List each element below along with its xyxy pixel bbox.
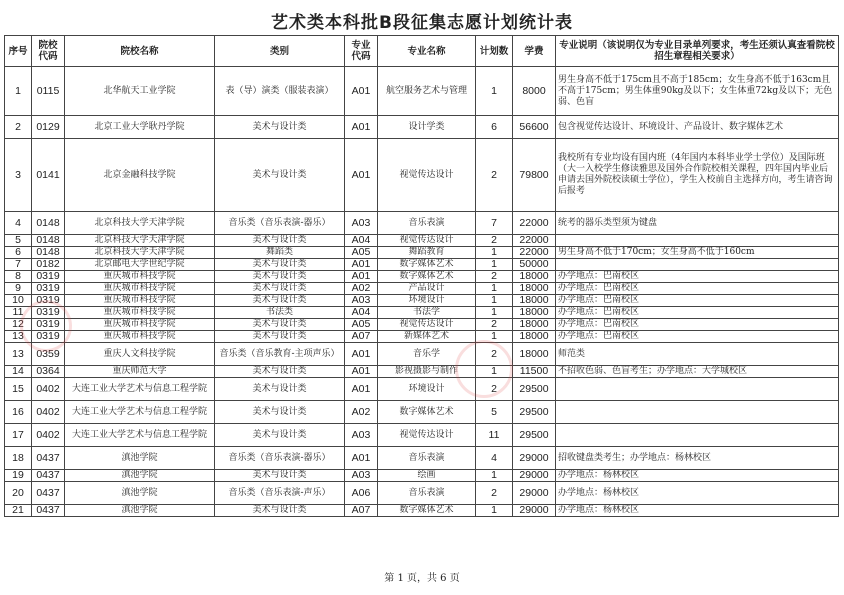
row-major-name: 音乐表演: [378, 447, 476, 470]
row-seq: 2: [5, 116, 32, 139]
row-plan-count: 1: [476, 283, 513, 295]
row-seq: 10: [5, 295, 32, 307]
row-school-code: 0319: [32, 283, 65, 295]
row-tuition: 18000: [513, 283, 556, 295]
row-plan-count: 2: [476, 139, 513, 212]
row-school-name: 重庆城市科技学院: [65, 295, 215, 307]
row-plan-count: 6: [476, 116, 513, 139]
row-school-name: 大连工业大学艺术与信息工程学院: [65, 378, 215, 401]
row-major-name: 绘画: [378, 470, 476, 482]
row-seq: 11: [5, 307, 32, 319]
row-category: 美术与设计类: [215, 139, 345, 212]
row-seq: 7: [5, 259, 32, 271]
row-school-code: 0364: [32, 366, 65, 378]
header-school-name: 院校名称: [65, 36, 215, 67]
row-plan-count: 2: [476, 482, 513, 505]
row-major-note: 办学地点：杨林校区: [556, 482, 839, 505]
row-plan-count: 2: [476, 271, 513, 283]
row-tuition: 29500: [513, 378, 556, 401]
row-seq: 13: [5, 331, 32, 343]
row-plan-count: 1: [476, 505, 513, 517]
table-row: [5, 247, 839, 259]
row-major-code: A03: [345, 424, 378, 447]
table-row: [5, 235, 839, 247]
row-category: 美术与设计类: [215, 424, 345, 447]
row-major-note: 包含视觉传达设计、环境设计、产品设计、数字媒体艺术: [556, 116, 839, 139]
row-seq: 12: [5, 319, 32, 331]
row-school-code: 0319: [32, 295, 65, 307]
row-school-code: 0319: [32, 271, 65, 283]
table-row: [5, 139, 839, 212]
row-category: 音乐类（音乐表演-器乐）: [215, 212, 345, 235]
row-major-note: 办学地点：巴南校区: [556, 283, 839, 295]
row-school-name: 北华航天工业学院: [65, 67, 215, 116]
row-category: 音乐类（音乐表演-器乐）: [215, 447, 345, 470]
row-plan-count: 1: [476, 67, 513, 116]
plan-table: [4, 35, 839, 517]
table-row: [5, 67, 839, 116]
row-category: 美术与设计类: [215, 401, 345, 424]
table-row: [5, 319, 839, 331]
row-category: 美术与设计类: [215, 319, 345, 331]
row-seq: 5: [5, 235, 32, 247]
row-seq: 9: [5, 283, 32, 295]
table-row: [5, 271, 839, 283]
row-major-code: A01: [345, 447, 378, 470]
row-seq: 8: [5, 271, 32, 283]
table-row: [5, 482, 839, 505]
row-major-note: 男生身高不低于175cm且不高于185cm；女生身高不低于163cm且不高于175cm；男生体重90kg及以下；女生体重72kg及以下；无色弱、色盲: [556, 67, 839, 116]
row-major-name: 产品设计: [378, 283, 476, 295]
row-school-name: 重庆城市科技学院: [65, 307, 215, 319]
row-seq: 20: [5, 482, 32, 505]
row-plan-count: 1: [476, 366, 513, 378]
row-school-code: 0437: [32, 447, 65, 470]
row-major-note: 不招收色弱、色盲考生；办学地点：大学城校区: [556, 366, 839, 378]
header-major-name: 专业名称: [378, 36, 476, 67]
row-category: 美术与设计类: [215, 235, 345, 247]
table-row: [5, 116, 839, 139]
row-major-note: 招收键盘类考生；办学地点：杨林校区: [556, 447, 839, 470]
row-major-name: 数字媒体艺术: [378, 271, 476, 283]
row-category: 美术与设计类: [215, 331, 345, 343]
row-major-code: A03: [345, 470, 378, 482]
row-tuition: 11500: [513, 366, 556, 378]
row-school-name: 滇池学院: [65, 447, 215, 470]
row-tuition: 18000: [513, 271, 556, 283]
row-seq: 13: [5, 343, 32, 366]
row-major-code: A04: [345, 307, 378, 319]
row-school-code: 0402: [32, 424, 65, 447]
row-school-name: 北京工业大学耿丹学院: [65, 116, 215, 139]
row-school-code: 0115: [32, 67, 65, 116]
table-row: [5, 366, 839, 378]
row-category: 舞蹈类: [215, 247, 345, 259]
row-major-note: 办学地点：杨林校区: [556, 470, 839, 482]
row-major-note: [556, 259, 839, 271]
row-school-name: 重庆城市科技学院: [65, 271, 215, 283]
row-category: 美术与设计类: [215, 470, 345, 482]
row-major-code: A01: [345, 366, 378, 378]
row-major-name: 音乐学: [378, 343, 476, 366]
row-plan-count: 2: [476, 378, 513, 401]
row-tuition: 18000: [513, 307, 556, 319]
row-major-code: A03: [345, 295, 378, 307]
row-major-code: A02: [345, 283, 378, 295]
row-major-code: A01: [345, 116, 378, 139]
row-major-name: 环境设计: [378, 378, 476, 401]
table-row: [5, 331, 839, 343]
row-major-code: A01: [345, 67, 378, 116]
row-tuition: 18000: [513, 319, 556, 331]
row-seq: 3: [5, 139, 32, 212]
table-row: [5, 307, 839, 319]
row-major-name: 视觉传达设计: [378, 319, 476, 331]
row-school-code: 0437: [32, 470, 65, 482]
row-major-name: 设计学类: [378, 116, 476, 139]
row-plan-count: 5: [476, 401, 513, 424]
page-title: 艺术类本科批B段征集志愿计划统计表: [271, 13, 573, 33]
row-major-note: 统考的器乐类型须为键盘: [556, 212, 839, 235]
row-plan-count: 1: [476, 247, 513, 259]
row-school-name: 大连工业大学艺术与信息工程学院: [65, 401, 215, 424]
row-major-name: 音乐表演: [378, 212, 476, 235]
row-school-code: 0319: [32, 331, 65, 343]
row-plan-count: 1: [476, 470, 513, 482]
row-school-name: 北京科技大学天津学院: [65, 212, 215, 235]
row-tuition: 18000: [513, 331, 556, 343]
row-category: 表（导）演类（服装表演）: [215, 67, 345, 116]
row-tuition: 18000: [513, 295, 556, 307]
row-tuition: 29500: [513, 424, 556, 447]
row-category: 美术与设计类: [215, 116, 345, 139]
row-major-code: A02: [345, 401, 378, 424]
row-major-note: [556, 235, 839, 247]
row-school-code: 0359: [32, 343, 65, 366]
row-tuition: 29000: [513, 482, 556, 505]
table-row: [5, 259, 839, 271]
row-school-name: 重庆城市科技学院: [65, 331, 215, 343]
row-major-code: A05: [345, 247, 378, 259]
table-row: [5, 295, 839, 307]
table-body: [5, 67, 839, 517]
row-plan-count: 2: [476, 235, 513, 247]
row-seq: 14: [5, 366, 32, 378]
table-row: [5, 447, 839, 470]
row-school-code: 0402: [32, 401, 65, 424]
row-seq: 4: [5, 212, 32, 235]
row-major-code: A06: [345, 482, 378, 505]
row-school-name: 北京科技大学天津学院: [65, 247, 215, 259]
row-major-note: 男生身高不低于170cm；女生身高不低于160cm: [556, 247, 839, 259]
row-school-code: 0319: [32, 319, 65, 331]
row-major-code: A05: [345, 319, 378, 331]
row-category: 美术与设计类: [215, 259, 345, 271]
row-major-note: [556, 401, 839, 424]
row-category: 美术与设计类: [215, 295, 345, 307]
row-seq: 1: [5, 67, 32, 116]
row-major-name: 音乐表演: [378, 482, 476, 505]
row-major-name: 数字媒体艺术: [378, 259, 476, 271]
table-row: [5, 470, 839, 482]
row-seq: 16: [5, 401, 32, 424]
row-school-name: 重庆师范大学: [65, 366, 215, 378]
row-tuition: 22000: [513, 247, 556, 259]
row-school-code: 0182: [32, 259, 65, 271]
row-major-name: 航空服务艺术与管理: [378, 67, 476, 116]
row-seq: 15: [5, 378, 32, 401]
row-tuition: 18000: [513, 343, 556, 366]
row-seq: 6: [5, 247, 32, 259]
table-row: [5, 378, 839, 401]
row-major-code: A01: [345, 343, 378, 366]
row-major-note: [556, 378, 839, 401]
row-category: 美术与设计类: [215, 505, 345, 517]
header-seq: 序号: [5, 36, 32, 67]
row-major-code: A01: [345, 378, 378, 401]
row-tuition: 29500: [513, 401, 556, 424]
row-major-name: 新媒体艺术: [378, 331, 476, 343]
row-school-code: 0319: [32, 307, 65, 319]
row-tuition: 8000: [513, 67, 556, 116]
row-category: 美术与设计类: [215, 366, 345, 378]
row-plan-count: 1: [476, 307, 513, 319]
row-tuition: 79800: [513, 139, 556, 212]
row-school-name: 滇池学院: [65, 470, 215, 482]
row-major-name: 视觉传达设计: [378, 139, 476, 212]
row-school-name: 滇池学院: [65, 505, 215, 517]
row-seq: 19: [5, 470, 32, 482]
row-school-name: 重庆城市科技学院: [65, 319, 215, 331]
row-school-code: 0437: [32, 482, 65, 505]
row-major-name: 数字媒体艺术: [378, 505, 476, 517]
row-major-name: 舞蹈教育: [378, 247, 476, 259]
row-plan-count: 1: [476, 331, 513, 343]
row-plan-count: 1: [476, 295, 513, 307]
row-school-name: 北京金融科技学院: [65, 139, 215, 212]
row-tuition: 22000: [513, 212, 556, 235]
row-school-code: 0141: [32, 139, 65, 212]
header-category: 类别: [215, 36, 345, 67]
row-seq: 17: [5, 424, 32, 447]
row-tuition: 29000: [513, 470, 556, 482]
table-row: [5, 401, 839, 424]
row-major-name: 视觉传达设计: [378, 424, 476, 447]
row-major-name: 影视摄影与制作: [378, 366, 476, 378]
row-category: 音乐类（音乐表演-声乐）: [215, 482, 345, 505]
header-major-note: 专业说明（该说明仅为专业目录单列要求，考生还须认真查看院校招生章程相关要求）: [556, 36, 839, 67]
row-major-note: 办学地点：杨林校区: [556, 505, 839, 517]
row-plan-count: 2: [476, 343, 513, 366]
row-major-note: 办学地点：巴南校区: [556, 295, 839, 307]
row-major-name: 视觉传达设计: [378, 235, 476, 247]
row-category: 书法类: [215, 307, 345, 319]
row-school-name: 北京科技大学天津学院: [65, 235, 215, 247]
table-row: [5, 424, 839, 447]
row-school-name: 大连工业大学艺术与信息工程学院: [65, 424, 215, 447]
header-school-code: 院校代码: [32, 36, 65, 67]
row-school-code: 0129: [32, 116, 65, 139]
row-tuition: 29000: [513, 447, 556, 470]
row-major-code: A03: [345, 212, 378, 235]
row-major-note: 办学地点：巴南校区: [556, 271, 839, 283]
row-major-note: 办学地点：巴南校区: [556, 307, 839, 319]
table-row: [5, 283, 839, 295]
row-major-name: 数字媒体艺术: [378, 401, 476, 424]
row-category: 音乐类（音乐教育-主项声乐）: [215, 343, 345, 366]
row-seq: 18: [5, 447, 32, 470]
header-tuition: 学费: [513, 36, 556, 67]
row-plan-count: 11: [476, 424, 513, 447]
row-school-code: 0148: [32, 235, 65, 247]
row-tuition: 22000: [513, 235, 556, 247]
row-school-name: 重庆城市科技学院: [65, 283, 215, 295]
row-major-code: A04: [345, 235, 378, 247]
table-row: [5, 505, 839, 517]
row-plan-count: 2: [476, 319, 513, 331]
row-major-note: 师范类: [556, 343, 839, 366]
row-major-code: A07: [345, 331, 378, 343]
row-major-note: [556, 424, 839, 447]
row-major-note: 办学地点：巴南校区: [556, 319, 839, 331]
table-row: [5, 343, 839, 366]
page-footer: 第 1 页，共 6 页: [384, 573, 460, 584]
row-major-code: A01: [345, 139, 378, 212]
header-plan-count: 计划数: [476, 36, 513, 67]
row-category: 美术与设计类: [215, 271, 345, 283]
row-school-code: 0148: [32, 212, 65, 235]
row-tuition: 50000: [513, 259, 556, 271]
row-school-name: 重庆人文科技学院: [65, 343, 215, 366]
row-major-name: 环境设计: [378, 295, 476, 307]
row-category: 美术与设计类: [215, 378, 345, 401]
row-school-name: 滇池学院: [65, 482, 215, 505]
row-school-code: 0402: [32, 378, 65, 401]
row-tuition: 56600: [513, 116, 556, 139]
row-school-code: 0437: [32, 505, 65, 517]
row-major-code: A01: [345, 259, 378, 271]
row-major-code: A07: [345, 505, 378, 517]
row-school-code: 0148: [32, 247, 65, 259]
row-plan-count: 7: [476, 212, 513, 235]
table-row: [5, 212, 839, 235]
header-major-code: 专业代码: [345, 36, 378, 67]
table-header-row: [5, 36, 839, 67]
row-tuition: 29000: [513, 505, 556, 517]
row-plan-count: 1: [476, 259, 513, 271]
row-plan-count: 4: [476, 447, 513, 470]
row-major-note: 办学地点：巴南校区: [556, 331, 839, 343]
row-major-note: 我校所有专业均设有国内班（4年国内本科毕业学士学位）及国际班（大一入校学生修读雅思及国外合作院校相关课程，四年国内毕业后申请去国外院校读硕士学位），学生入校前自主选择方向，考生请咨询后报考: [556, 139, 839, 212]
row-seq: 21: [5, 505, 32, 517]
row-school-name: 北京邮电大学世纪学院: [65, 259, 215, 271]
row-major-name: 书法学: [378, 307, 476, 319]
row-category: 美术与设计类: [215, 283, 345, 295]
row-major-code: A01: [345, 271, 378, 283]
